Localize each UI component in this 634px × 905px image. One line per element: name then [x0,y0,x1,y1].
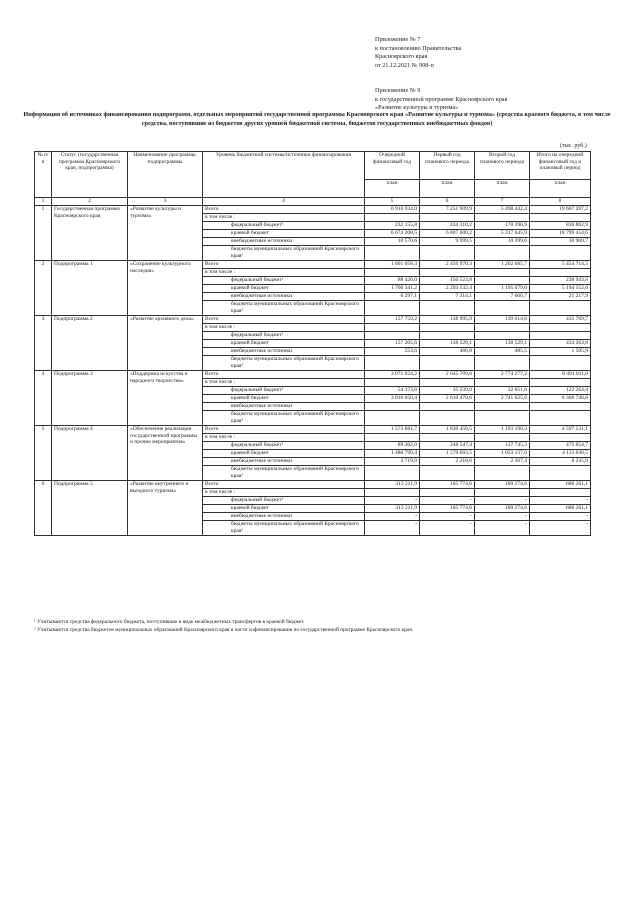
amount-cell: 8 368 746,6 [530,395,591,403]
amount-cell [530,356,591,371]
amount-cell: 2 218,6 [420,458,475,466]
amount-cell [530,379,591,387]
amount-cell: - [365,497,420,505]
funding-source-label: бюджеты муниципальных образований Красноярского края² [203,301,365,316]
financing-table [34,151,591,536]
amount-cell [420,214,475,222]
table-row [35,481,591,489]
funding-source-label: Всего [203,481,365,489]
funding-source-label: краевой бюджет [203,395,365,403]
amount-cell: 475 654,7 [530,442,591,450]
amount-cell: 8 245,9 [530,458,591,466]
amount-cell [530,246,591,261]
amount-cell: 138 529,1 [475,340,530,348]
amount-cell: 4 597 531,1 [530,426,591,434]
amount-cell: 21 217,9 [530,293,591,301]
amount-cell: - [365,521,420,536]
amount-cell [420,356,475,371]
amount-cell: 1 195 079,0 [475,285,530,293]
funding-source-label: внебюджетные источники [203,403,365,411]
appendix-header [375,36,461,70]
amount-cell [530,403,591,411]
funding-source-label: Всего [203,316,365,324]
block-num: 5 [35,426,52,481]
funding-source-label: бюджеты муниципальных образований Красноярского края² [203,521,365,536]
funding-source-label: бюджеты муниципальных образований Красноярского края² [203,356,365,371]
amount-cell: 238 943,8 [530,277,591,285]
funding-source-label: бюджеты муниципальных образований Красноярского края² [203,466,365,481]
amount-cell: 6 674 208,5 [365,230,420,238]
appendix-header-line: от 21.12.2021 № 908-п [375,61,434,69]
funding-source-label: в том числе : [203,214,365,222]
block-name: «Развитие внутреннего и въездного туризма» [128,481,203,536]
col-header-year1: Очередной финансовый год [365,152,420,180]
amount-cell [365,379,420,387]
block-num: 6 [35,481,52,536]
amount-cell: 7 606,7 [475,293,530,301]
funding-source-label: внебюджетные источники [203,348,365,356]
column-index: 2 [52,198,128,206]
block-num: 2 [35,261,52,316]
funding-source-label: в том числе : [203,324,365,332]
amount-cell: 836 862,9 [530,222,591,230]
amount-cell [365,269,420,277]
amount-cell: 7 251 909,9 [420,206,475,214]
amount-cell: 185 774,6 [420,481,475,489]
funding-source-label: в том числе : [203,434,365,442]
amount-cell: - [420,521,475,536]
program-appendix-line: «Развитие культуры и туризма» [375,104,459,112]
table-row [35,316,591,324]
funding-source-label: Всего [203,261,365,269]
column-index-row [35,198,591,206]
funding-source-label: Всего [203,206,365,214]
amount-cell: 18 799 454,6 [530,230,591,238]
funding-source-label: бюджеты муниципальных образований Красноярского края² [203,246,365,261]
amount-cell [365,356,420,371]
amount-cell: 4 113 630,5 [530,450,591,458]
amount-cell [365,214,420,222]
amount-cell: 2 450 970,3 [420,261,475,269]
amount-cell: 6 807 600,2 [420,230,475,238]
amount-cell [365,489,420,497]
funding-source-label: в том числе : [203,379,365,387]
col-header-year3: Второй год планового периода [475,152,530,180]
amount-cell [475,434,530,442]
amount-cell: 434 310,2 [420,222,475,230]
funding-source-label: федеральный бюджет¹ [203,277,365,285]
table-row [35,206,591,214]
amount-cell [365,324,420,332]
block-num: 4 [35,371,52,426]
amount-cell: 30 969,7 [530,238,591,246]
amount-cell [475,403,530,411]
table-row [35,426,591,434]
col-header-name: Наименование программы, подпрограммы [128,152,203,198]
amount-cell [530,214,591,222]
amount-cell [365,332,420,340]
amount-cell: - [530,513,591,521]
amount-cell: 10 570,6 [365,238,420,246]
funding-source-label: федеральный бюджет¹ [203,442,365,450]
amount-cell [365,246,420,261]
plan-label: план [365,180,420,198]
amount-cell: 5 317 645,9 [475,230,530,238]
plan-label: план [420,180,475,198]
amount-cell: 3 016 650,4 [365,395,420,403]
amount-cell: 7 314,1 [420,293,475,301]
amount-cell: 5 454 714,3 [530,261,591,269]
column-index: 1 [35,198,52,206]
amount-cell: 185 774,6 [420,505,475,513]
funding-source-label: краевой бюджет [203,340,365,348]
amount-cell [475,246,530,261]
table-body [35,206,591,536]
funding-source-label: бюджеты муниципальных образований Красноярского края² [203,411,365,426]
amount-cell: 1 706 341,2 [365,285,420,293]
amount-cell: 1 830 459,5 [420,426,475,434]
amount-cell: 688 261,1 [530,505,591,513]
amount-cell [475,466,530,481]
amount-cell [420,403,475,411]
block-status: Подпрограмма 4 [52,426,128,481]
amount-cell: 8 491 011,0 [530,371,591,379]
document-title: Информация об источниках финансирования подпрограмм, отдельных мероприятий государственной программы Красноярского края «Развитие культуры и туризма» (средства краевого бюджета, в том числе средства, поступившие из бюджетов других уровней бюджетной системы, бюджетов государственных внебюджетных фондов) [23,111,611,127]
amount-cell: 10 399,6 [475,238,530,246]
funding-source-label: краевой бюджет [203,505,365,513]
col-header-level: Уровень бюджетной системы/источники финансирования [203,152,365,198]
block-num: 3 [35,316,52,371]
column-index: 3 [128,198,203,206]
amount-cell: 6 297,1 [365,293,420,301]
block-status: Подпрограмма 5 [52,481,128,536]
unit-label: (тыс. руб.) [560,143,587,149]
amount-cell: 54 373,8 [365,387,420,395]
amount-cell [420,411,475,426]
amount-cell: - [475,497,530,505]
amount-cell: 189 274,6 [475,481,530,489]
block-name: «Развитие культуры и туризма» [128,206,203,261]
appendix-header-line: Красноярского края [375,53,428,61]
amount-cell: 122 264,4 [530,387,591,395]
amount-cell [530,466,591,481]
amount-cell [475,379,530,387]
block-status: Подпрограмма 2 [52,316,128,371]
amount-cell [420,269,475,277]
footnote-1: ¹ Учитываются средства федерального бюджета, поступившие в виде межбюджетных трансфертов в краевой бюджет. [34,619,305,625]
amount-cell: 32 651,6 [475,387,530,395]
amount-cell: 2 741 625,6 [475,395,530,403]
amount-cell: 2 774 277,2 [475,371,530,379]
amount-cell: 553,6 [365,348,420,356]
amount-cell: 435 769,7 [530,316,591,324]
amount-cell: 35 239,0 [420,387,475,395]
amount-cell: - [420,497,475,505]
amount-cell [365,434,420,442]
appendix-header-line: к постановлению Правительства [375,44,462,52]
col-header-year2: Первый год планового периода [420,152,475,180]
amount-cell: 2 645 709,6 [420,371,475,379]
amount-cell [475,269,530,277]
amount-cell [530,324,591,332]
amount-cell [475,356,530,371]
amount-cell [365,301,420,316]
amount-cell [420,434,475,442]
funding-source-label: внебюджетные источники [203,458,365,466]
col-header-status: Статус (государственная программа Красноярского края, подпрограмма) [52,152,128,198]
amount-cell: 3 071 024,2 [365,371,420,379]
table-row [35,261,591,269]
amount-cell [475,277,530,285]
amount-cell: 19 667 287,2 [530,206,591,214]
amount-cell: 1 053 137,6 [475,450,530,458]
amount-cell: 189 274,6 [475,505,530,513]
amount-cell: 157 205,6 [365,340,420,348]
amount-cell [530,332,591,340]
amount-cell: 313 211,9 [365,505,420,513]
amount-cell: 6 916 934,0 [365,206,420,214]
amount-cell: 1 579 693,5 [420,450,475,458]
amount-cell: 5 498 442,4 [475,206,530,214]
amount-cell [475,489,530,497]
amount-cell [420,466,475,481]
amount-cell: 138 529,1 [420,340,475,348]
amount-cell: 89 362,0 [365,442,420,450]
amount-cell [475,332,530,340]
col-header-total: Итого на очередной финансовый год и плановый период [530,152,591,180]
amount-cell: 688 261,1 [530,481,591,489]
amount-cell [365,403,420,411]
amount-cell [420,379,475,387]
funding-source-label: федеральный бюджет¹ [203,332,365,340]
funding-source-label: внебюджетные источники [203,513,365,521]
amount-cell: 2 610 470,6 [420,395,475,403]
funding-source-label: в том числе : [203,489,365,497]
amount-cell: 9 999,5 [420,238,475,246]
amount-cell: 1 505,9 [530,348,591,356]
amount-cell: 434 263,8 [530,340,591,348]
column-index: 6 [420,198,475,206]
amount-cell: 485,5 [475,348,530,356]
plan-label: план [530,180,591,198]
appendix-header-line: Приложение № 7 [375,36,421,43]
plan-label: план [475,180,530,198]
amount-cell [365,466,420,481]
amount-cell [530,434,591,442]
amount-cell: 88 420,0 [365,277,420,285]
amount-cell: 3 719,9 [365,458,420,466]
amount-cell: 466,8 [420,348,475,356]
amount-cell: - [365,513,420,521]
program-appendix-line: к государственной программе Красноярского края [375,95,508,103]
amount-cell: 139 014,6 [475,316,530,324]
column-index: 4 [203,198,365,206]
amount-cell [420,301,475,316]
block-name: «Развитие архивного дела» [128,316,203,371]
amount-cell: 1 801 058,3 [365,261,420,269]
table-row [35,371,591,379]
block-num: 1 [35,206,52,261]
amount-cell: - [420,513,475,521]
funding-source-label: федеральный бюджет¹ [203,387,365,395]
program-appendix-line: Приложение № 9 [375,87,421,94]
amount-cell: 1 202 685,7 [475,261,530,269]
amount-cell: 2 293 132,4 [420,285,475,293]
amount-cell [420,489,475,497]
block-name: «Сохранение культурного наследия» [128,261,203,316]
column-index: 7 [475,198,530,206]
amount-cell [475,411,530,426]
amount-cell [530,269,591,277]
amount-cell: 170 396,9 [475,222,530,230]
amount-cell: 1 573 881,7 [365,426,420,434]
funding-source-label: Всего [203,426,365,434]
program-appendix-header [375,87,507,113]
amount-cell: - [530,521,591,536]
funding-source-label: федеральный бюджет¹ [203,497,365,505]
amount-cell [475,301,530,316]
amount-cell: 313 211,9 [365,481,420,489]
block-name: «Поддержка искусства и народного творчества» [128,371,203,426]
footnote-2: ² Учитываются средства бюджетов муниципальных образований Красноярского края в части софинансирования по государственной программе Красноярского края. [34,627,414,633]
amount-cell: - [475,521,530,536]
amount-cell [420,246,475,261]
block-status: Подпрограмма 3 [52,371,128,426]
funding-source-label: краевой бюджет [203,450,365,458]
amount-cell: 1 480 799,4 [365,450,420,458]
amount-cell: 1 193 190,3 [475,426,530,434]
funding-source-label: краевой бюджет [203,230,365,238]
amount-cell [420,324,475,332]
funding-source-label: Всего [203,371,365,379]
amount-cell: 150 523,8 [420,277,475,285]
amount-cell [420,332,475,340]
amount-cell: 248 547,4 [420,442,475,450]
amount-cell: 2 307,4 [475,458,530,466]
amount-cell: - [530,497,591,505]
funding-source-label: краевой бюджет [203,285,365,293]
funding-source-label: федеральный бюджет¹ [203,222,365,230]
amount-cell [475,214,530,222]
amount-cell: 157 759,2 [365,316,420,324]
amount-cell: 232 155,8 [365,222,420,230]
amount-cell: 5 194 552,6 [530,285,591,293]
block-name: «Обеспечение реализации государственной программы и прочие мероприятия» [128,426,203,481]
column-index: 5 [365,198,420,206]
table-header-row [35,152,591,180]
funding-source-label: внебюджетные источники [203,293,365,301]
amount-cell [530,489,591,497]
amount-cell [365,411,420,426]
block-status: Государственная программа Красноярского края [52,206,128,261]
funding-source-label: в том числе : [203,269,365,277]
amount-cell: 137 745,3 [475,442,530,450]
amount-cell: - [475,513,530,521]
block-status: Подпрограмма 1 [52,261,128,316]
funding-source-label: внебюджетные источники [203,238,365,246]
amount-cell: 138 995,9 [420,316,475,324]
amount-cell [475,324,530,332]
amount-cell [530,301,591,316]
col-header-num: № п/п [35,152,52,198]
amount-cell [530,411,591,426]
column-index: 8 [530,198,591,206]
